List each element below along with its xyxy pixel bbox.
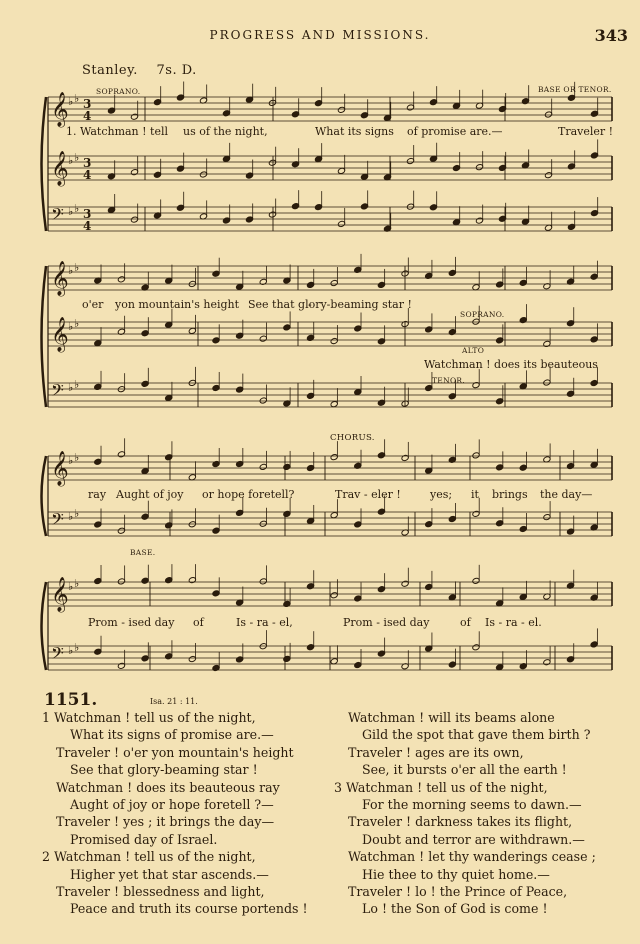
lyric-s2-2: See that glo xyxy=(248,298,316,311)
time-signature: 3 xyxy=(83,97,92,111)
treble-clef-icon: 𝄞 xyxy=(51,151,69,186)
time-signature: 3 xyxy=(83,156,92,170)
label-chorus: CHORUS. xyxy=(330,433,375,443)
tune-meter: 7s. D. xyxy=(156,63,197,78)
verse-line: See that glory-beaming star ! xyxy=(70,762,258,778)
hymn-number: 1151. xyxy=(44,690,98,710)
lyric-s3-1: Aught of joy xyxy=(116,488,184,501)
lyric-s3-0: ray xyxy=(88,488,107,501)
time-signature: 4 xyxy=(83,168,92,182)
lyric-s2-0: o'er xyxy=(82,298,104,311)
lyric-s1-4: Traveler ! xyxy=(558,125,614,138)
label-soprano-1: SOPRANO. xyxy=(96,87,141,96)
key-flat-icon: ♭ xyxy=(68,154,74,167)
bass-clef-icon: 𝄢 xyxy=(51,204,64,228)
verse-line: 2 Watchman ! tell us of the night, xyxy=(42,849,256,865)
key-flat-icon: ♭ xyxy=(74,92,80,105)
verse-line: Watchman ! will its beams alone xyxy=(348,710,555,725)
lyric-s4-1: of xyxy=(193,616,204,629)
treble-clef-icon: 𝄞 xyxy=(51,317,69,352)
treble-clef-icon: 𝄞 xyxy=(51,451,69,486)
lyric-s3-7: the day— xyxy=(540,488,593,501)
verse-line: Gild the spot that gave them birth ? xyxy=(362,727,591,743)
lyric-s3-4: yes; xyxy=(430,488,453,501)
key-flat-icon: ♭ xyxy=(68,510,74,523)
key-flat-icon: ♭ xyxy=(74,641,80,654)
verse-line: Promised day of Israel. xyxy=(70,831,218,847)
lyric-s2-1: yon mountain's height xyxy=(115,298,240,311)
page-number: 343 xyxy=(594,26,628,45)
verse-line: Traveler ! ages are its own, xyxy=(348,744,524,760)
key-flat-icon: ♭ xyxy=(68,95,74,108)
label-alto: ALTO xyxy=(462,346,485,355)
lyric-s1-0: 1. Watchman ! tell xyxy=(66,125,169,138)
key-flat-icon: ♭ xyxy=(68,264,74,277)
verse-line: Lo ! the Son of God is come ! xyxy=(362,901,548,917)
system-brace xyxy=(42,97,47,231)
verse-line: Higher yet that star ascends.— xyxy=(70,866,269,882)
verse-line: For the morning seems to dawn.— xyxy=(362,797,582,813)
label-base-or-tenor: BASE OR TENOR. xyxy=(538,85,612,94)
key-flat-icon: ♭ xyxy=(68,205,74,218)
bass-clef-icon: 𝄢 xyxy=(51,509,64,533)
key-flat-icon: ♭ xyxy=(74,451,80,464)
lyric-s4-4: of xyxy=(460,616,471,629)
verse-line: Traveler ! darkness takes its flight, xyxy=(348,814,573,830)
lyric-s2-mid: Watchman ! does its beauteous xyxy=(424,358,598,371)
verse-line: Peace and truth its course portends ! xyxy=(70,901,308,917)
key-flat-icon: ♭ xyxy=(68,580,74,593)
lyric-s4-3: Prom - ised day xyxy=(343,616,430,629)
verse-line: Traveler ! yes ; it brings the day— xyxy=(56,814,275,830)
key-flat-icon: ♭ xyxy=(74,151,80,164)
verse-line: Aught of joy or hope foretell ?— xyxy=(70,797,274,813)
running-header: PROGRESS AND MISSIONS. xyxy=(209,28,431,42)
verse-line: Traveler ! lo ! the Prince of Peace, xyxy=(348,884,568,900)
system-brace xyxy=(42,582,47,670)
key-flat-icon: ♭ xyxy=(74,202,80,215)
label-base: BASE. xyxy=(130,548,156,557)
system-brace xyxy=(42,456,47,536)
verse-line: Traveler ! o'er yon mountain's height xyxy=(56,744,294,760)
key-flat-icon: ♭ xyxy=(68,381,74,394)
hymn-right-column xyxy=(334,709,596,918)
tune-name: Stanley. xyxy=(82,63,138,78)
verse-line: 1 Watchman ! tell us of the night, xyxy=(42,710,256,725)
verse-line: See, it bursts o'er all the earth ! xyxy=(362,762,567,778)
lyric-s3-6: brings xyxy=(492,488,528,501)
lyric-s4-5: Is - ra - el. xyxy=(485,616,542,629)
key-flat-icon: ♭ xyxy=(68,454,74,467)
scripture-reference: Isa. 21 : 11. xyxy=(150,697,198,706)
key-flat-icon: ♭ xyxy=(68,320,74,333)
verse-line: Hie thee to thy quiet home.— xyxy=(362,866,550,882)
hymn-left-column xyxy=(42,709,308,918)
lyric-s3-5: it xyxy=(471,488,479,501)
verse-line: Watchman ! does its beauteous ray xyxy=(56,779,280,795)
treble-clef-icon: 𝄞 xyxy=(51,577,69,612)
time-signature: 4 xyxy=(83,219,92,233)
verse-line: Doubt and terror are withdrawn.— xyxy=(362,831,585,847)
lyric-s1-2: What its signs xyxy=(315,125,394,138)
key-flat-icon: ♭ xyxy=(74,378,80,391)
label-tenor: TENOR. xyxy=(432,376,466,385)
lyric-s4-2: Is - ra - el, xyxy=(236,616,293,629)
bass-clef-icon: 𝄢 xyxy=(51,380,64,404)
verse-line: 3 Watchman ! tell us of the night, xyxy=(334,779,548,795)
system-brace xyxy=(42,266,47,407)
label-soprano-2: SOPRANO. xyxy=(460,310,505,319)
treble-clef-icon: 𝄞 xyxy=(51,261,69,296)
key-flat-icon: ♭ xyxy=(74,261,80,274)
lyric-s1-1: us of the night, xyxy=(183,125,268,138)
key-flat-icon: ♭ xyxy=(74,577,80,590)
key-flat-icon: ♭ xyxy=(74,507,80,520)
time-signature: 4 xyxy=(83,109,92,123)
bass-clef-icon: 𝄢 xyxy=(51,643,64,667)
lyric-s2-3: - ry-beaming star ! xyxy=(308,298,412,311)
verse-line: What its signs of promise are.— xyxy=(70,727,274,743)
lyric-s3-3: Trav - eler ! xyxy=(335,488,401,501)
lyric-s1-3: of promise are.— xyxy=(407,125,503,138)
time-signature: 3 xyxy=(83,207,92,221)
treble-clef-icon: 𝄞 xyxy=(51,92,69,127)
key-flat-icon: ♭ xyxy=(74,317,80,330)
lyric-s3-2: or hope foretell? xyxy=(202,488,295,501)
key-flat-icon: ♭ xyxy=(68,644,74,657)
verse-line: Traveler ! blessedness and light, xyxy=(56,884,265,900)
lyric-s4-0: Prom - ised day xyxy=(88,616,175,629)
verse-line: Watchman ! let thy wanderings cease ; xyxy=(348,849,596,865)
